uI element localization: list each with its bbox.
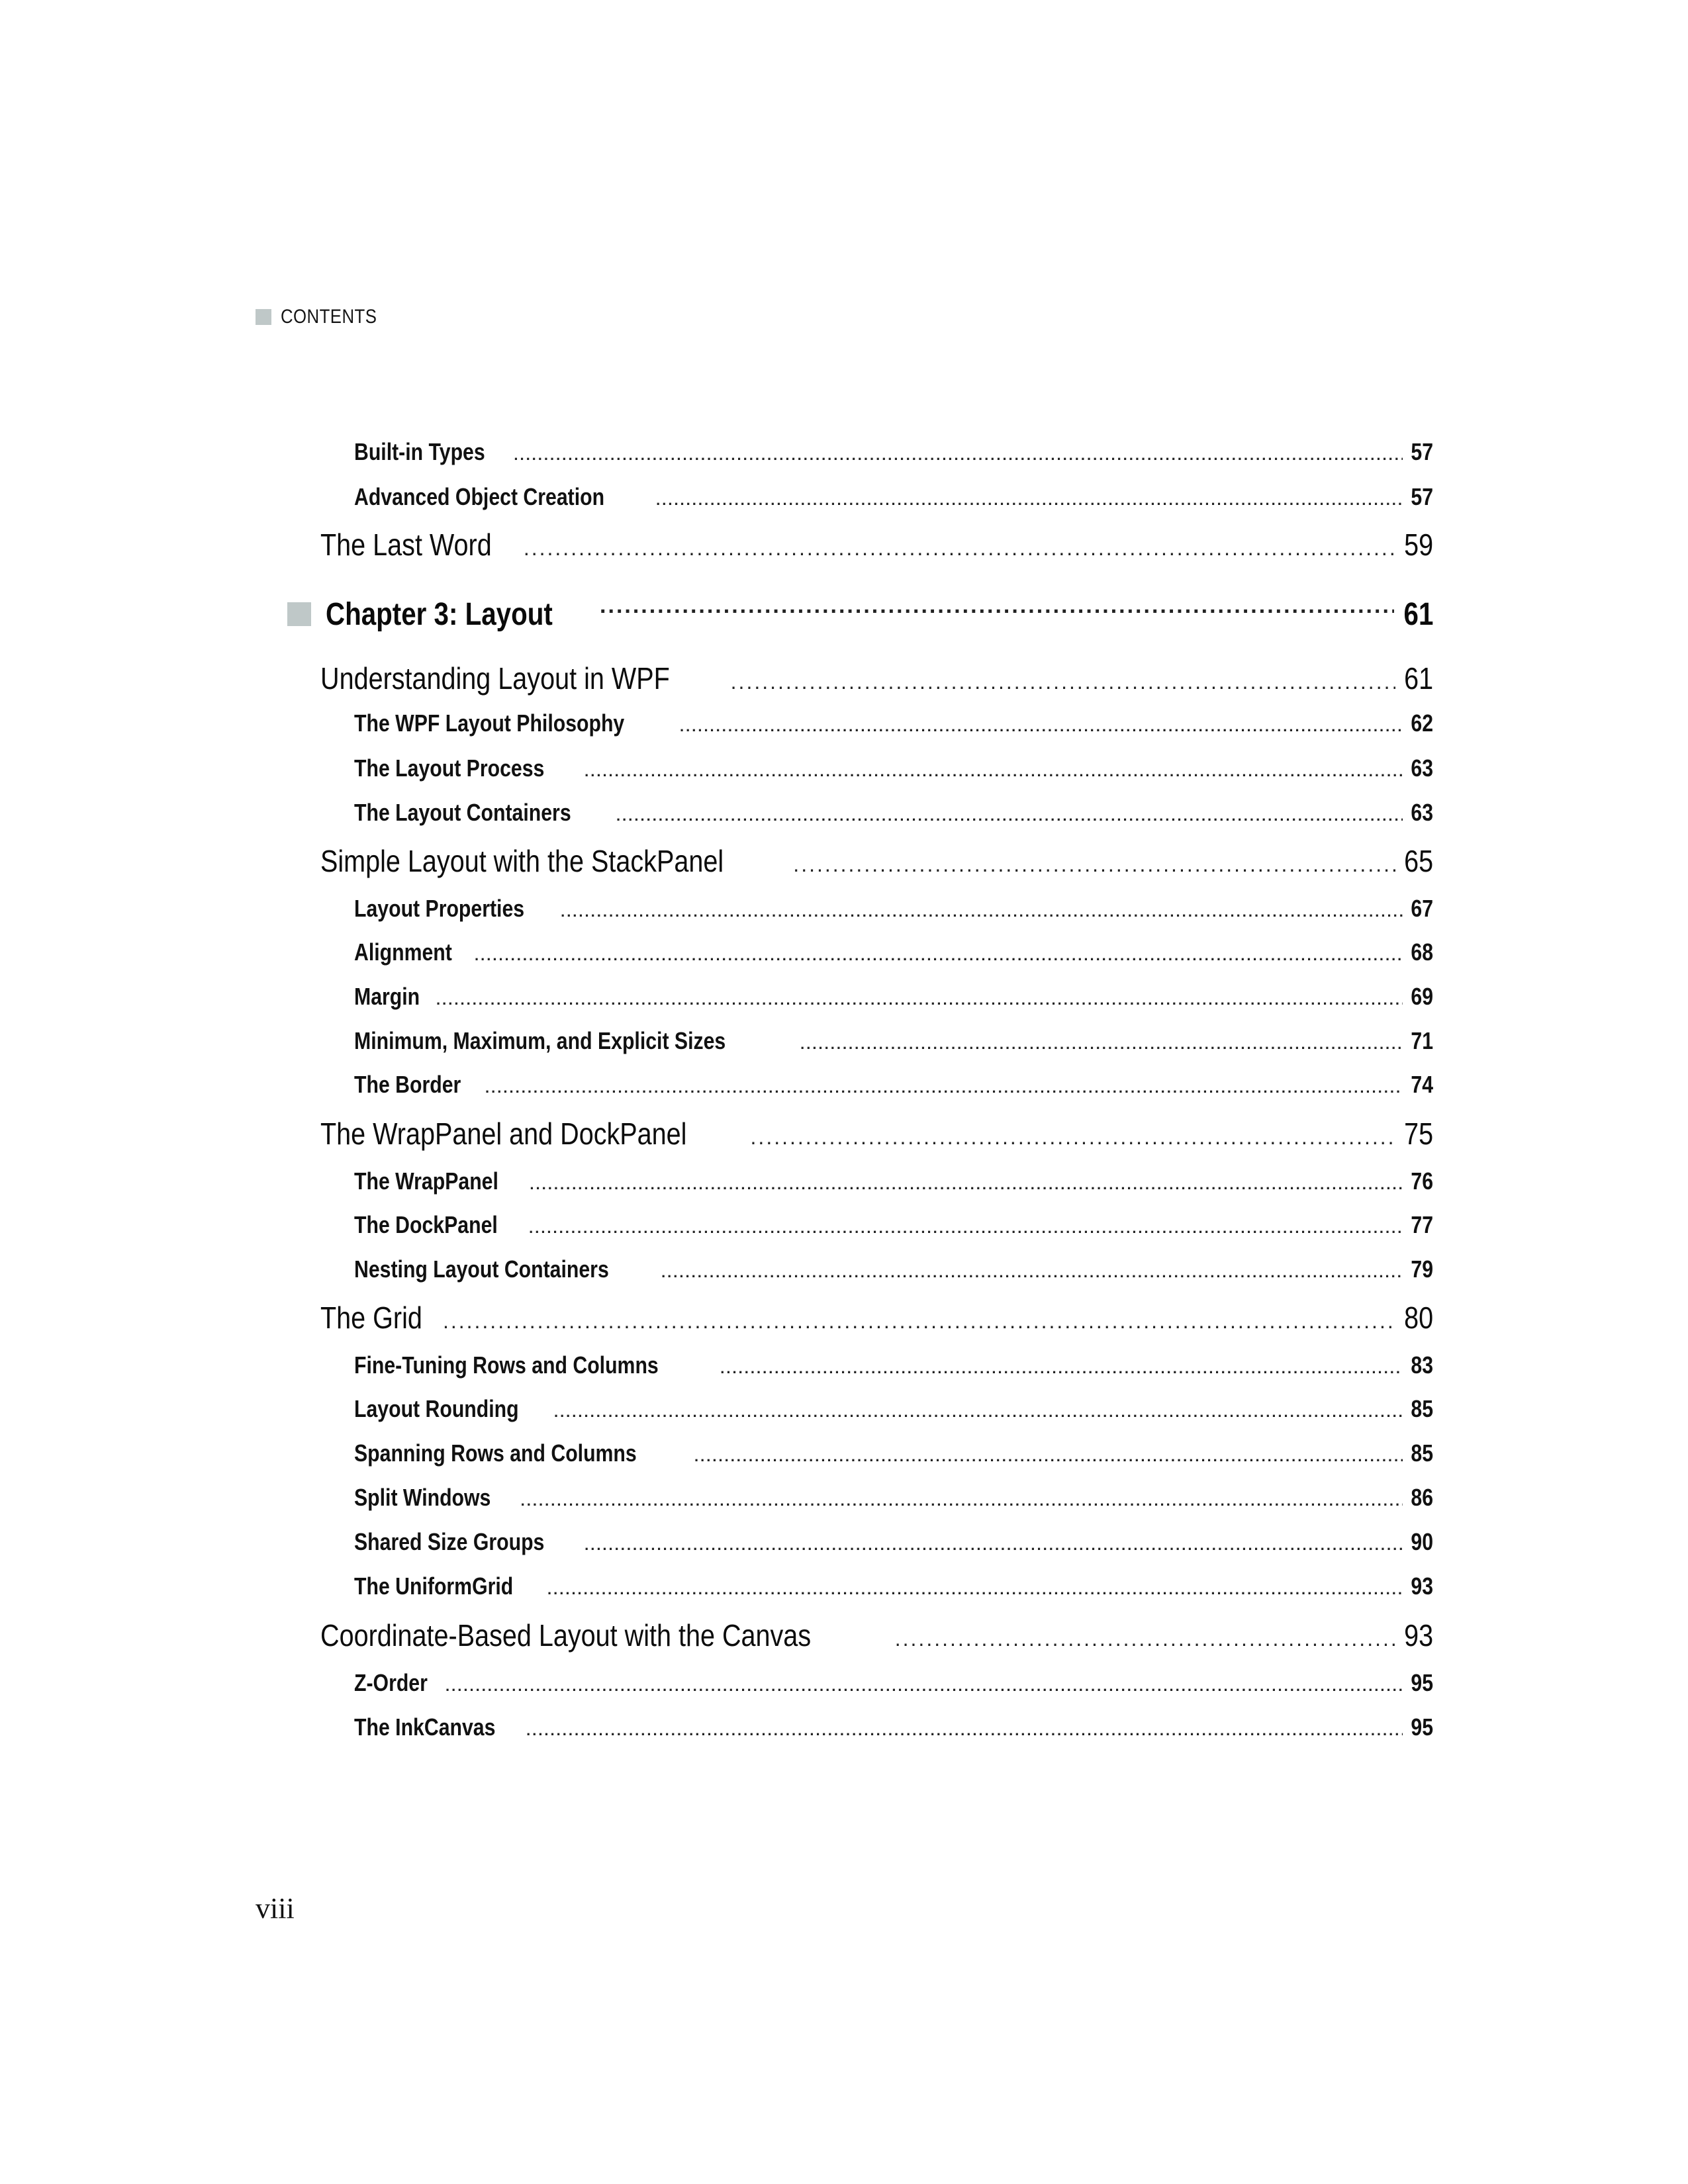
- toc-subsection-entry[interactable]: [354, 438, 1433, 471]
- dot-leader: [895, 1627, 1395, 1651]
- toc-entry-page-number: 90: [1411, 1528, 1433, 1555]
- dot-leader: [561, 903, 1403, 921]
- toc-entry-title: The WrapPanel and DockPanel: [320, 1116, 687, 1151]
- dot-leader: [521, 1492, 1403, 1510]
- dot-leader: [720, 1360, 1403, 1377]
- toc-entry-title: The UniformGrid: [354, 1572, 514, 1600]
- toc-entry-page-number: 63: [1411, 754, 1433, 782]
- toc-entry-page-number: 80: [1403, 1300, 1433, 1335]
- toc-entry-page-number: 57: [1411, 438, 1433, 465]
- toc-subsection-entry[interactable]: [354, 1351, 1433, 1385]
- dot-leader: [793, 852, 1395, 877]
- toc-section-entry[interactable]: [320, 527, 1433, 568]
- toc-subsection-entry[interactable]: [354, 1572, 1433, 1606]
- toc-subsection-entry[interactable]: [354, 1528, 1433, 1561]
- toc-entry-title: Layout Rounding: [354, 1395, 519, 1422]
- toc-subsection-entry[interactable]: [354, 1484, 1433, 1517]
- toc-entry-page-number: 93: [1411, 1572, 1433, 1600]
- toc-subsection-entry[interactable]: [354, 1439, 1433, 1473]
- toc-section-entry[interactable]: [320, 843, 1433, 884]
- toc-entry-title: Split Windows: [354, 1484, 491, 1511]
- toc-subsection-entry[interactable]: [354, 1669, 1433, 1702]
- toc-entry-title: The InkCanvas: [354, 1713, 496, 1741]
- toc-entry-page-number: 57: [1411, 483, 1433, 510]
- page-number-folio: viii: [256, 1892, 295, 1925]
- toc-entry-title: Chapter 3: Layout: [326, 596, 553, 632]
- toc-entry-title: Coordinate-Based Layout with the Canvas: [320, 1618, 812, 1653]
- toc-section-entry[interactable]: [320, 1617, 1433, 1659]
- toc-subsection-entry[interactable]: [354, 1713, 1433, 1747]
- toc-subsection-entry[interactable]: [354, 1167, 1433, 1201]
- dot-leader: [661, 1264, 1403, 1281]
- toc-entry-title: Understanding Layout in WPF: [320, 661, 670, 696]
- toc-entry-page-number: 59: [1403, 527, 1433, 562]
- toc-entry-title: Z-Order: [354, 1669, 428, 1696]
- toc-entry-page-number: 75: [1403, 1116, 1433, 1151]
- toc-entry-page-number: 86: [1411, 1484, 1433, 1511]
- toc-entry-page-number: 95: [1411, 1669, 1433, 1696]
- toc-entry-page-number: 95: [1411, 1713, 1433, 1741]
- toc-subsection-entry[interactable]: [354, 983, 1433, 1016]
- toc-subsection-entry[interactable]: [354, 1211, 1433, 1244]
- dot-leader: [600, 593, 1394, 619]
- toc-entry-page-number: 68: [1411, 938, 1433, 966]
- dot-leader: [585, 763, 1403, 780]
- dot-leader: [694, 1448, 1403, 1465]
- dot-leader: [524, 536, 1395, 561]
- dot-leader: [530, 1176, 1403, 1193]
- chapter-marker-square: [287, 602, 311, 626]
- toc-entry-page-number: 61: [1403, 596, 1433, 632]
- dot-leader: [475, 947, 1403, 964]
- toc-chapter-entry[interactable]: [287, 593, 1433, 635]
- dot-leader: [485, 1079, 1403, 1097]
- dot-leader: [436, 991, 1403, 1009]
- toc-entry-title: The Layout Process: [354, 754, 545, 782]
- dot-leader: [616, 807, 1403, 825]
- dot-leader: [526, 1722, 1403, 1739]
- toc-entry-title: The DockPanel: [354, 1211, 498, 1238]
- dot-leader: [443, 1309, 1395, 1334]
- toc-entry-title: Simple Layout with the StackPanel: [320, 844, 724, 878]
- toc-entry-page-number: 83: [1411, 1351, 1433, 1379]
- toc-entry-title: Minimum, Maximum, and Explicit Sizes: [354, 1027, 726, 1054]
- dot-leader: [800, 1036, 1403, 1053]
- toc-section-entry[interactable]: [320, 1300, 1433, 1341]
- toc-subsection-entry[interactable]: [354, 709, 1433, 743]
- toc-section-entry[interactable]: [320, 1116, 1433, 1157]
- toc-entry-page-number: 67: [1411, 895, 1433, 922]
- dot-leader: [547, 1581, 1403, 1598]
- toc-entry-page-number: 77: [1411, 1211, 1433, 1238]
- running-head-label: CONTENTS: [281, 306, 377, 328]
- toc-entry-page-number: 79: [1411, 1255, 1433, 1283]
- toc-entry-title: The Border: [354, 1071, 461, 1098]
- toc-entry-title: Spanning Rows and Columns: [354, 1439, 637, 1467]
- toc-entry-title: Shared Size Groups: [354, 1528, 545, 1555]
- toc-entry-page-number: 76: [1411, 1167, 1433, 1195]
- dot-leader: [554, 1404, 1403, 1421]
- toc-section-entry[interactable]: [320, 660, 1433, 702]
- toc-entry-title: Advanced Object Creation: [354, 483, 605, 510]
- toc-entry-page-number: 69: [1411, 983, 1433, 1010]
- toc-entry-page-number: 85: [1411, 1395, 1433, 1422]
- toc-subsection-entry[interactable]: [354, 895, 1433, 928]
- toc-subsection-entry[interactable]: [354, 1395, 1433, 1428]
- dot-leader: [751, 1125, 1395, 1150]
- toc-subsection-entry[interactable]: [354, 1071, 1433, 1104]
- toc-entry-title: The WrapPanel: [354, 1167, 498, 1195]
- toc-entry-title: The WPF Layout Philosophy: [354, 709, 625, 737]
- toc-entry-page-number: 63: [1411, 799, 1433, 826]
- running-head: [256, 306, 393, 328]
- toc-entry-title: The Grid: [320, 1300, 422, 1335]
- toc-entry-page-number: 93: [1403, 1618, 1433, 1653]
- toc-entry-title: Layout Properties: [354, 895, 525, 922]
- toc-subsection-entry[interactable]: [354, 1255, 1433, 1289]
- toc-entry-title: Built-in Types: [354, 438, 485, 465]
- toc-entry-page-number: 62: [1411, 709, 1433, 737]
- dot-leader: [529, 1220, 1403, 1237]
- dot-leader: [680, 718, 1403, 735]
- dot-leader: [445, 1678, 1403, 1695]
- toc-subsection-entry[interactable]: [354, 799, 1433, 832]
- toc-entry-page-number: 65: [1403, 844, 1433, 878]
- toc-entry-title: The Last Word: [320, 527, 492, 562]
- dot-leader: [656, 492, 1403, 509]
- toc-entry-title: Margin: [354, 983, 420, 1010]
- toc-entry-title: The Layout Containers: [354, 799, 571, 826]
- dot-leader: [585, 1537, 1403, 1554]
- toc-subsection-entry[interactable]: [354, 483, 1433, 516]
- toc-entry-page-number: 74: [1411, 1071, 1433, 1098]
- dot-leader: [731, 670, 1395, 694]
- toc-entry-title: Alignment: [354, 938, 452, 966]
- toc-subsection-entry[interactable]: [354, 938, 1433, 972]
- toc-subsection-entry[interactable]: [354, 754, 1433, 788]
- section-marker-square: [256, 309, 271, 325]
- toc-entry-page-number: 71: [1411, 1027, 1433, 1054]
- toc-entry-page-number: 61: [1403, 661, 1433, 696]
- dot-leader: [514, 447, 1403, 464]
- toc-entry-title: Fine-Tuning Rows and Columns: [354, 1351, 659, 1379]
- toc-entry-page-number: 85: [1411, 1439, 1433, 1467]
- toc-entry-title: Nesting Layout Containers: [354, 1255, 609, 1283]
- toc-subsection-entry[interactable]: [354, 1027, 1433, 1060]
